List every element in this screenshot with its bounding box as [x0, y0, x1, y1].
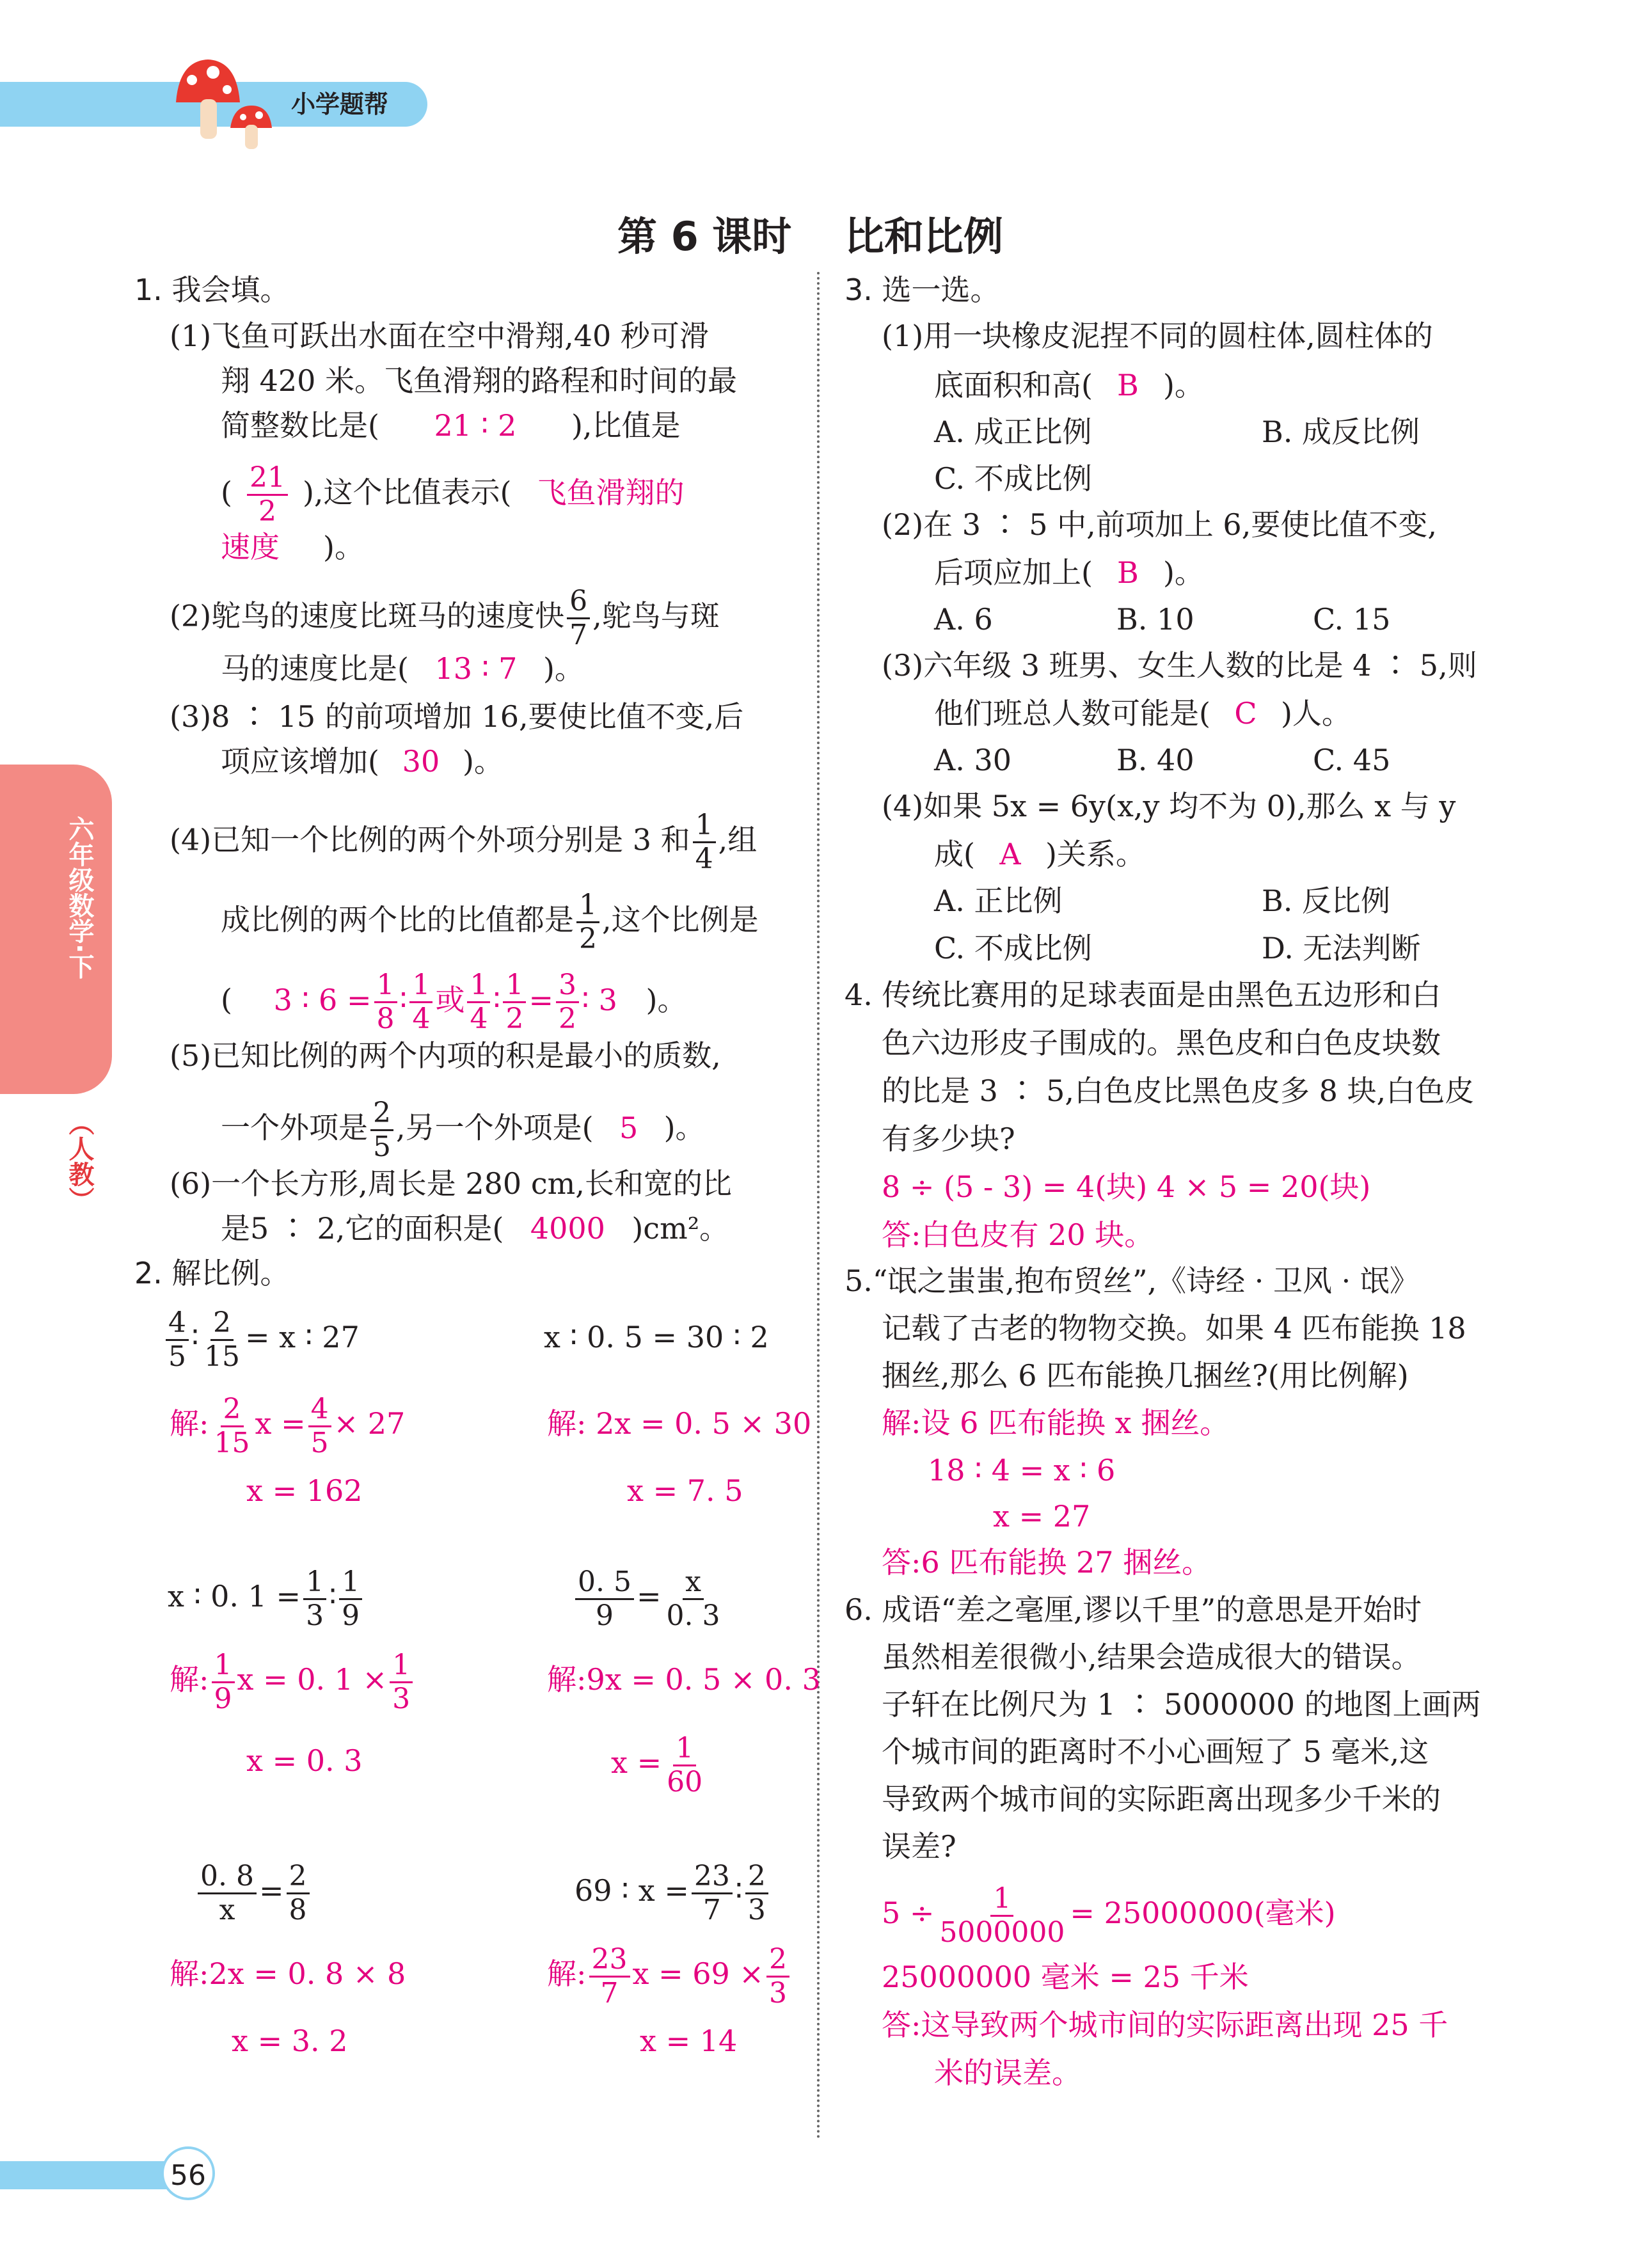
- q3-p2-line2: 后项应加上( B )。: [934, 553, 1204, 592]
- q2-e3-equation: x ∶ 0. 1 = $\frac{1}{3}$ ∶ $\frac{1}{9}$: [168, 1561, 365, 1632]
- q2-heading: 2. 解比例。: [134, 1256, 290, 1290]
- q2-e6-equation: 69 ∶ x = $\frac{23}{7}$ ∶ $\frac{2}{3}$: [575, 1855, 771, 1926]
- q6-line6: 误差?: [882, 1829, 956, 1864]
- q6-answer-line1: 答:这导致两个城市间的实际距离出现 25 千: [882, 2008, 1448, 2042]
- q5-answer: 答:6 匹布能换 27 捆丝。: [882, 1545, 1212, 1580]
- q3-p3-line1: (3)六年级 3 班男、女生人数的比是 4 ∶ 5,则: [882, 648, 1477, 683]
- answer-blank[interactable]: B: [1117, 555, 1139, 590]
- q3-p4-line1: (4)如果 5x = 6y(x,y 均不为 0),那么 x 与 y: [882, 789, 1456, 823]
- brand-label: 小学题帮: [291, 90, 389, 118]
- q5-line2: 记载了古老的物物交换。如果 4 匹布能换 18: [882, 1311, 1466, 1345]
- q3-p1-option-a: A. 成正比例: [934, 415, 1092, 449]
- q2-e2-equation: x ∶ 0. 5 = 30 ∶ 2: [544, 1320, 769, 1354]
- q1-p4-line1: (4)已知一个比例的两个外项分别是 3 和 $\frac{1}{4}$ ,组: [170, 809, 758, 875]
- answer-blank[interactable]: B: [1117, 368, 1139, 402]
- q6-line4: 个城市间的距离时不小心画短了 5 毫米,这: [882, 1734, 1429, 1769]
- q3-p1-line1: (1)用一块橡皮泥捏不同的圆柱体,圆柱体的: [882, 319, 1433, 353]
- q2-e6-step2: x = 14: [640, 2024, 738, 2058]
- q6-line5: 导致两个城市间的实际距离出现多少千米的: [882, 1782, 1441, 1816]
- q6-line1: 6. 成语“差之毫厘,谬以千里”的意思是开始时: [845, 1592, 1422, 1627]
- q2-e4-equation: $\frac{0. 5}{9}$ = $\frac{x}{0. 3}$: [573, 1561, 725, 1632]
- answer-blank[interactable]: 3 ∶ 6 = $\frac{1}{8}$ ∶ $\frac{1}{4}$ 或 $\frac{1}{4}$ ∶ $\frac{1}{2}$ = $\frac{3}{2}$ ∶ 3: [273, 969, 617, 1035]
- q2-e1-step1: 解: $\frac{2}{15}$ x = $\frac{4}{5}$ × 27: [170, 1392, 406, 1459]
- q1-p1-line2: 翔 420 米。飞鱼滑翔的路程和时间的最: [221, 363, 738, 398]
- q1-p3-line1: (3)8 ∶ 15 的前项增加 16,要使比值不变,后: [170, 699, 744, 734]
- q6-answer-line2: 米的误差。: [934, 2056, 1081, 2090]
- answer-blank[interactable]: 21 ∶ 2: [434, 408, 517, 443]
- q3-p1-line2: 底面积和高( B )。: [934, 366, 1204, 404]
- q3-p1-option-c: C. 不成比例: [934, 461, 1092, 496]
- column-divider: [817, 272, 820, 2140]
- q3-p2-line1: (2)在 3 ∶ 5 中,前项加上 6,要使比值不变,: [882, 507, 1437, 542]
- q6-solution-step1: 5 ÷ $\frac{1}{5000000}$ = 25000000(毫米): [882, 1882, 1336, 1949]
- q2-e4-step1: 解:9x = 0. 5 × 0. 3: [547, 1662, 821, 1697]
- q3-heading: 3. 选一选。: [845, 273, 1000, 307]
- q2-e6-step1: 解: $\frac{23}{7}$ x = 69 × $\frac{2}{3}$: [547, 1939, 792, 2010]
- q1-p5-line1: (5)已知比例的两个内项的积是最小的质数,: [170, 1038, 721, 1073]
- q1-p2-line1: (2)鸵鸟的速度比斑马的速度快 $\frac{6}{7}$ ,鸵鸟与斑: [170, 585, 720, 651]
- q4-answer: 答:白色皮有 20 块。: [882, 1217, 1154, 1252]
- q1-p1-line5: 速度 )。: [221, 530, 364, 564]
- q1-p5-line2: 一个外项是 $\frac{2}{5}$ ,另一个外项是( 5 )。: [221, 1097, 705, 1163]
- q3-p4-option-b: B. 反比例: [1262, 884, 1391, 918]
- q2-e5-step1: 解:2x = 0. 8 × 8: [170, 1956, 406, 1991]
- q6-line3: 子轩在比例尺为 1 ∶ 5000000 的地图上画两: [882, 1687, 1481, 1722]
- q1-p1-line3: 简整数比是( 21 ∶ 2 ),比值是: [221, 406, 681, 445]
- q1-p6-line2: 是5 ∶ 2,它的面积是( 4000 )cm²。: [221, 1209, 729, 1248]
- q3-p3-option-a: A. 30: [934, 743, 1011, 777]
- q4-line3: 的比是 3 ∶ 5,白色皮比黑色皮多 8 块,白色皮: [882, 1074, 1475, 1108]
- q3-p2-option-c: C. 15: [1313, 602, 1391, 637]
- q5-line3: 捆丝,那么 6 匹布能换几捆丝?(用比例解): [882, 1358, 1409, 1393]
- q4-line2: 色六边形皮子围成的。黑色皮和白色皮块数: [882, 1026, 1441, 1060]
- q3-p2-option-b: B. 10: [1116, 602, 1194, 637]
- q3-p3-line2: 他们班总人数可能是( C )人。: [934, 694, 1351, 733]
- q2-e1-step2: x = 162: [246, 1473, 363, 1508]
- q4-line4: 有多少块?: [882, 1122, 1015, 1156]
- answer-blank[interactable]: C: [1234, 696, 1257, 731]
- side-tab-grade: 六年级数学·下: [65, 816, 94, 979]
- q2-e3-step2: x = 0. 3: [246, 1743, 363, 1778]
- answer-blank[interactable]: 飞鱼滑翔的: [537, 475, 685, 510]
- q1-p3-line2: 项应该增加( 30 )。: [221, 742, 504, 781]
- page-title: 比和比例: [845, 213, 1004, 260]
- q6-solution-step2: 25000000 毫米 = 25 千米: [882, 1960, 1249, 1994]
- q2-e5-step2: x = 3. 2: [232, 2024, 348, 2058]
- answer-blank[interactable]: 13 ∶ 7: [434, 651, 518, 686]
- page-number: 56: [161, 2146, 215, 2200]
- q4-solution: 8 ÷ (5 - 3) = 4(块) 4 × 5 = 20(块): [882, 1170, 1371, 1204]
- q5-solution-result: x = 27: [993, 1499, 1091, 1534]
- q1-p1-line4: ( $\frac{21}{2}$ ),这个比值表示( 飞鱼滑翔的: [221, 461, 685, 528]
- mushroom-icon: [163, 54, 285, 150]
- q5-line1: 5.“氓之蚩蚩,抱布贸丝”,《诗经 · 卫风 · 氓》: [845, 1264, 1419, 1298]
- q4-line1: 4. 传统比赛用的足球表面是由黑色五边形和白: [845, 978, 1441, 1012]
- q2-e3-step1: 解: $\frac{1}{9}$ x = 0. 1 × $\frac{1}{3}$: [170, 1644, 415, 1715]
- q3-p4-option-c: C. 不成比例: [934, 931, 1092, 965]
- q1-p6-line1: (6)一个长方形,周长是 280 cm,长和宽的比: [170, 1166, 732, 1201]
- q1-p2-line2: 马的速度比是( 13 ∶ 7 )。: [221, 649, 584, 688]
- q3-p1-option-b: B. 成反比例: [1262, 415, 1420, 449]
- q5-solution-proportion: 18 ∶ 4 = x ∶ 6: [928, 1453, 1116, 1487]
- q2-e5-equation: $\frac{0. 8}{x}$ = $\frac{2}{8}$: [195, 1855, 312, 1926]
- q3-p4-option-a: A. 正比例: [934, 884, 1063, 918]
- side-tab-edition: （人教）: [65, 1110, 94, 1212]
- q2-e2-step2: x = 7. 5: [627, 1473, 743, 1508]
- q3-p4-option-d: D. 无法判断: [1262, 931, 1421, 965]
- answer-blank[interactable]: 4000: [530, 1211, 605, 1246]
- lesson-number: 第 6 课时: [617, 213, 792, 260]
- q1-p4-line2: 成比例的两个比的比值都是 $\frac{1}{2}$ ,这个比例是: [221, 889, 759, 955]
- q1-heading: 1. 我会填。: [134, 273, 290, 307]
- q5-solution-intro: 解:设 6 匹布能换 x 捆丝。: [882, 1406, 1230, 1440]
- q3-p3-option-c: C. 45: [1313, 743, 1391, 777]
- q1-p4-line3: ( 3 ∶ 6 = $\frac{1}{8}$ ∶ $\frac{1}{4}$ 或 $\frac{1}{4}$ ∶ $\frac{1}{2}$ = $\frac{3}{2}$ ∶ 3 )。: [221, 969, 687, 1035]
- answer-blank[interactable]: 30: [402, 744, 440, 779]
- q2-e4-step2: x = $\frac{1}{60}$: [611, 1731, 703, 1798]
- answer-blank[interactable]: A: [999, 837, 1021, 871]
- answer-blank[interactable]: $\frac{21}{2}$: [232, 462, 303, 528]
- q3-p4-line2: 成( A )关系。: [934, 835, 1145, 873]
- q3-p2-option-a: A. 6: [934, 602, 993, 637]
- q3-p3-option-b: B. 40: [1116, 743, 1194, 777]
- q2-e2-step1: 解: 2x = 0. 5 × 30: [547, 1406, 812, 1441]
- answer-blank[interactable]: 5: [619, 1110, 639, 1145]
- q1-p1-line1: (1)飞鱼可跃出水面在空中滑翔,40 秒可滑: [170, 319, 709, 353]
- q2-e1-equation: $\frac{4}{5}$ ∶ $\frac{2}{15}$ = x ∶ 27: [163, 1302, 360, 1373]
- q6-line2: 虽然相差很微小,结果会造成很大的错误。: [882, 1640, 1421, 1674]
